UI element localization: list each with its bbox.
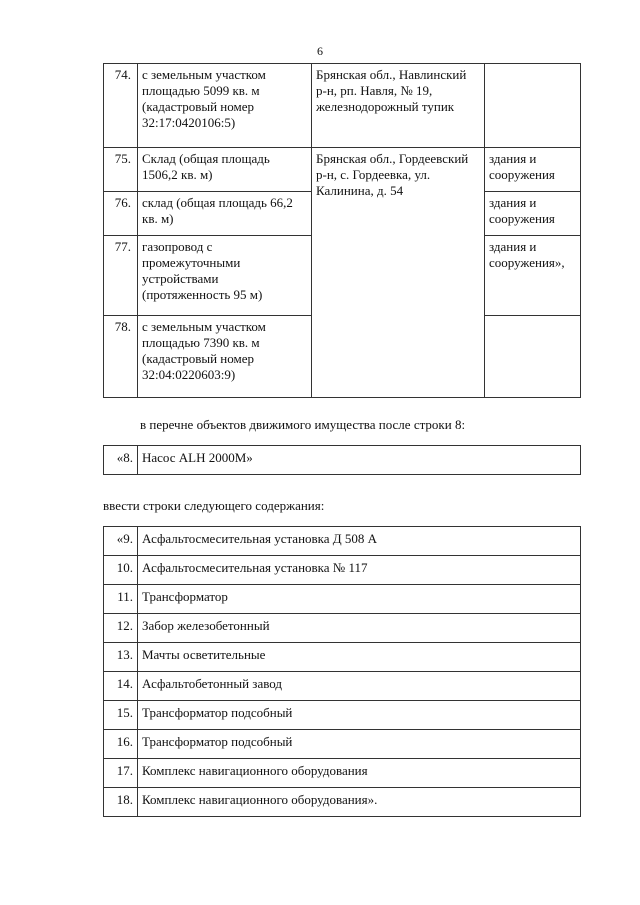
object-name: с земельным участком площадью 7390 кв. м (кадастровый номер 32:04:0220603:9) <box>138 316 312 398</box>
object-address: Брянская обл., Гордеевский р-н, с. Гордеевка, ул. Калинина, д. 54 <box>312 148 485 398</box>
row-number: 74. <box>104 64 138 148</box>
object-note: здания и сооружения <box>485 148 581 192</box>
object-name: Склад (общая площадь 1506,2 кв. м) <box>138 148 312 192</box>
row-number: 75. <box>104 148 138 192</box>
row-number: 16. <box>104 730 138 759</box>
object-note <box>485 64 581 148</box>
object-note <box>485 316 581 398</box>
object-name: Комплекс навигационного оборудования». <box>138 788 581 817</box>
table-row <box>104 730 581 759</box>
table-row <box>104 643 581 672</box>
row-number: 76. <box>104 192 138 236</box>
object-name: газопровод с промежуточными устройствами (протяженность 95 м) <box>138 236 312 316</box>
table-row <box>104 672 581 701</box>
table-row <box>104 788 581 817</box>
object-name: с земельным участком площадью 5099 кв. м (кадастровый номер 32:17:0420106:5) <box>138 64 312 148</box>
row-number: 18. <box>104 788 138 817</box>
object-address: Брянская обл., Навлинский р-н, рп. Навля, № 19, железнодорожный тупик <box>312 64 485 148</box>
object-name: Трансформатор подсобный <box>138 701 581 730</box>
row-number: 12. <box>104 614 138 643</box>
table-row <box>104 759 581 788</box>
object-name: Мачты осветительные <box>138 643 581 672</box>
table-row <box>104 446 581 475</box>
row-number: 11. <box>104 585 138 614</box>
object-name: Забор железобетонный <box>138 614 581 643</box>
object-name: Насос ALH 2000М» <box>138 446 581 475</box>
row-number: 13. <box>104 643 138 672</box>
table-row <box>104 527 581 556</box>
row-number: «9. <box>104 527 138 556</box>
object-note: здания и сооружения», <box>485 236 581 316</box>
object-name: Трансформатор подсобный <box>138 730 581 759</box>
row-number: 14. <box>104 672 138 701</box>
row-number: 10. <box>104 556 138 585</box>
table-row <box>104 585 581 614</box>
table-row <box>104 701 581 730</box>
real-estate-table <box>103 63 581 398</box>
intro-text: ввести строки следующего содержания: <box>103 498 325 513</box>
object-name: Комплекс навигационного оборудования <box>138 759 581 788</box>
table-row <box>104 614 581 643</box>
table-row <box>104 148 581 192</box>
row-number: 77. <box>104 236 138 316</box>
row-number: 17. <box>104 759 138 788</box>
new-rows-table <box>103 526 581 817</box>
object-name: Асфальтосмесительная установка № 117 <box>138 556 581 585</box>
intro-text: в перечне объектов движимого имущества после строки 8: <box>140 417 466 432</box>
object-name: склад (общая площадь 66,2 кв. м) <box>138 192 312 236</box>
table-row <box>104 64 581 148</box>
object-note: здания и сооружения <box>485 192 581 236</box>
movable-property-table <box>103 445 581 475</box>
row-number: 78. <box>104 316 138 398</box>
row-number: «8. <box>104 446 138 475</box>
row-number: 15. <box>104 701 138 730</box>
object-name: Асфальтобетонный завод <box>138 672 581 701</box>
object-name: Трансформатор <box>138 585 581 614</box>
page-number: 6 <box>317 44 323 58</box>
object-name: Асфальтосмесительная установка Д 508 А <box>138 527 581 556</box>
table-row <box>104 556 581 585</box>
